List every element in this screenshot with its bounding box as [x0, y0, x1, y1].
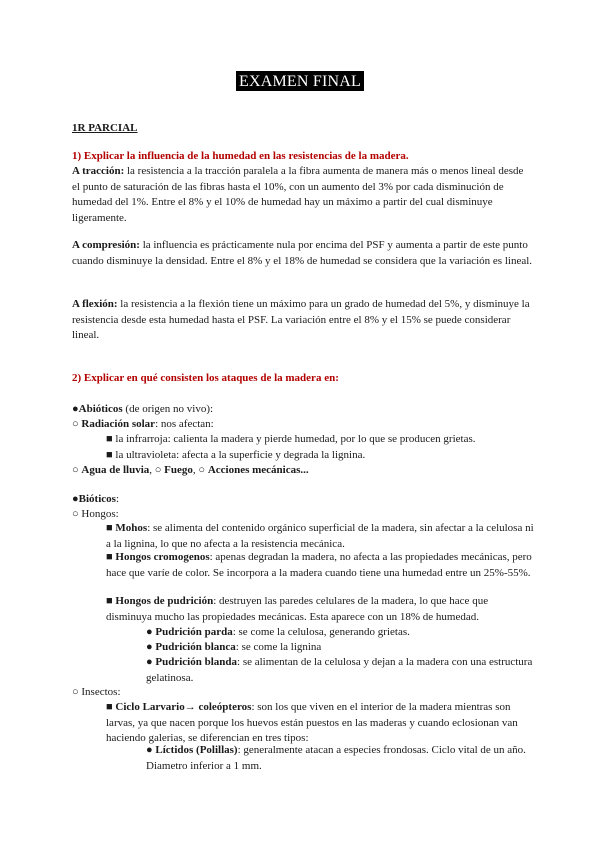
lictidos-label: ● Líctidos (Polillas): [146, 744, 238, 756]
agua-bullet: ○: [72, 464, 79, 476]
flexion-text: la resistencia a la flexión tiene un máximo para un grado de humedad del 5%, y disminuye la resistencia desde esta humedad hasta el PSF. La variación entre el 8% y el 15% se puede considerar lineal.: [72, 298, 530, 342]
bioticos-bullet: ●: [72, 493, 79, 505]
radiacion-label: Radiación solar: [81, 418, 156, 430]
question-1-heading: 1) Explicar la influencia de la humedad en las resistencias de la madera.: [72, 150, 409, 162]
compresion-text: la influencia es prácticamente nula por encima del PSF y aumenta a partir de este punto cuando disminuye la densidad. Entre el 8% y el 18% de humedad se considera que la variación es lineal.: [72, 239, 533, 267]
mohos-label: ■ Mohos: [106, 522, 148, 534]
acciones-sep: , ○: [192, 464, 206, 476]
question-2-heading: 2) Explicar en qué consisten los ataques de la madera en:: [72, 372, 339, 384]
blanda-text: : se alimentan de la celulosa y dejan a la madera con una estructura gelatinosa.: [146, 656, 533, 684]
pudricion-item: [106, 594, 534, 625]
parda-text: : se come la celulosa, generando grietas.: [232, 626, 410, 638]
fuego-label: Fuego: [164, 464, 193, 476]
radiacion-rest: : nos afectan:: [155, 418, 214, 430]
parda-item: [146, 625, 410, 641]
compresion-paragraph: [72, 238, 534, 269]
blanda-label: ● Pudrición blanda: [146, 656, 238, 668]
exam-title: [0, 73, 600, 91]
abioticos-line: [72, 402, 213, 418]
acciones-label: Acciones mecánicas...: [207, 464, 309, 476]
blanca-label: ● Pudrición blanca: [146, 641, 236, 653]
cromogenos-text: : apenas degradan la madera, no afecta a las propiedades mecánicas, pero hace que varíe de color. Se incorpora a la madera cuando tiene una humedad entre un 25%-55%.: [106, 551, 532, 579]
bioticos-rest: :: [115, 493, 119, 505]
exam-title-text: EXAMEN FINAL: [236, 71, 364, 91]
flexion-paragraph: [72, 297, 534, 344]
otros-abioticos-line: [72, 463, 309, 479]
infrarroja-line: ■ la infrarroja: calienta la madera y pierde humedad, por lo que se producen grietas.: [106, 433, 476, 445]
flexion-label: A flexión:: [72, 298, 118, 310]
pudricion-label: ■ Hongos de pudrición: [106, 595, 214, 607]
blanca-text: : se come la lignina: [235, 641, 322, 653]
cromogenos-label: ■ Hongos cromogenos: [106, 551, 210, 563]
section-heading: 1R PARCIAL: [72, 122, 138, 134]
parda-label: ● Pudrición parda: [146, 626, 233, 638]
ciclo-item: [106, 700, 534, 747]
compresion-label: A compresión:: [72, 239, 140, 251]
mohos-item: [106, 521, 534, 552]
radiacion-line: [72, 417, 214, 433]
pudricion-text: : destruyen las paredes celulares de la madera, lo que hace que disminuya mucho las propiedades mecánicas. Esta aparece con un 18% de humedad.: [106, 595, 489, 623]
abioticos-bullet: ●: [72, 403, 79, 415]
ciclo-text: : son los que viven en el interior de la madera mientras son larvas, ya que nacen porque los huevos están puestos en las maderas y cuando eclosionan van haciendo galerias, se diferencian en tres tipos:: [106, 701, 518, 745]
lictidos-item: [146, 743, 534, 774]
radiacion-bullet: ○: [72, 418, 79, 430]
abioticos-label: Abióticos: [78, 403, 123, 415]
fuego-sep: , ○: [149, 464, 162, 476]
traccion-paragraph: [72, 164, 534, 227]
cromogenos-item: [106, 550, 534, 581]
mohos-text: : se alimenta del contenido orgánico superficial de la madera, sin afectar a la celulosa ni a la lignina, lo que no afecta a la resistencia mecánica.: [106, 522, 534, 550]
traccion-text: la resistencia a la tracción paralela a la fibra aumenta de manera más o menos lineal desde el punto de saturación de las fibras hasta el 10%, con un aumento del 3% por cada disminución de humedad del 1%. Entre el 8% y el 10% de humedad hay un máximo a partir del cual disminuye ligeramente.: [72, 165, 524, 225]
lictidos-text: : generalmente atacan a especies frondosas. Ciclo vital de un año. Diametro inferior a 1 mm.: [146, 744, 526, 772]
abioticos-rest: (de origen no vivo):: [122, 403, 214, 415]
traccion-label: A tracción:: [72, 165, 125, 177]
agua-label: Agua de lluvia: [81, 464, 150, 476]
ultravioleta-line: ■ la ultravioleta: afecta a la superficie y degrada la lignina.: [106, 449, 366, 461]
blanca-item: [146, 640, 321, 656]
insectos-title: ○ Insectos:: [72, 686, 121, 698]
blanda-item: [146, 655, 534, 686]
bioticos-line: [72, 492, 119, 508]
ciclo-label: ■ Ciclo Larvario→ coleópteros: [106, 701, 252, 713]
hongos-title: ○ Hongos:: [72, 508, 119, 520]
bioticos-label: Bióticos: [78, 493, 116, 505]
